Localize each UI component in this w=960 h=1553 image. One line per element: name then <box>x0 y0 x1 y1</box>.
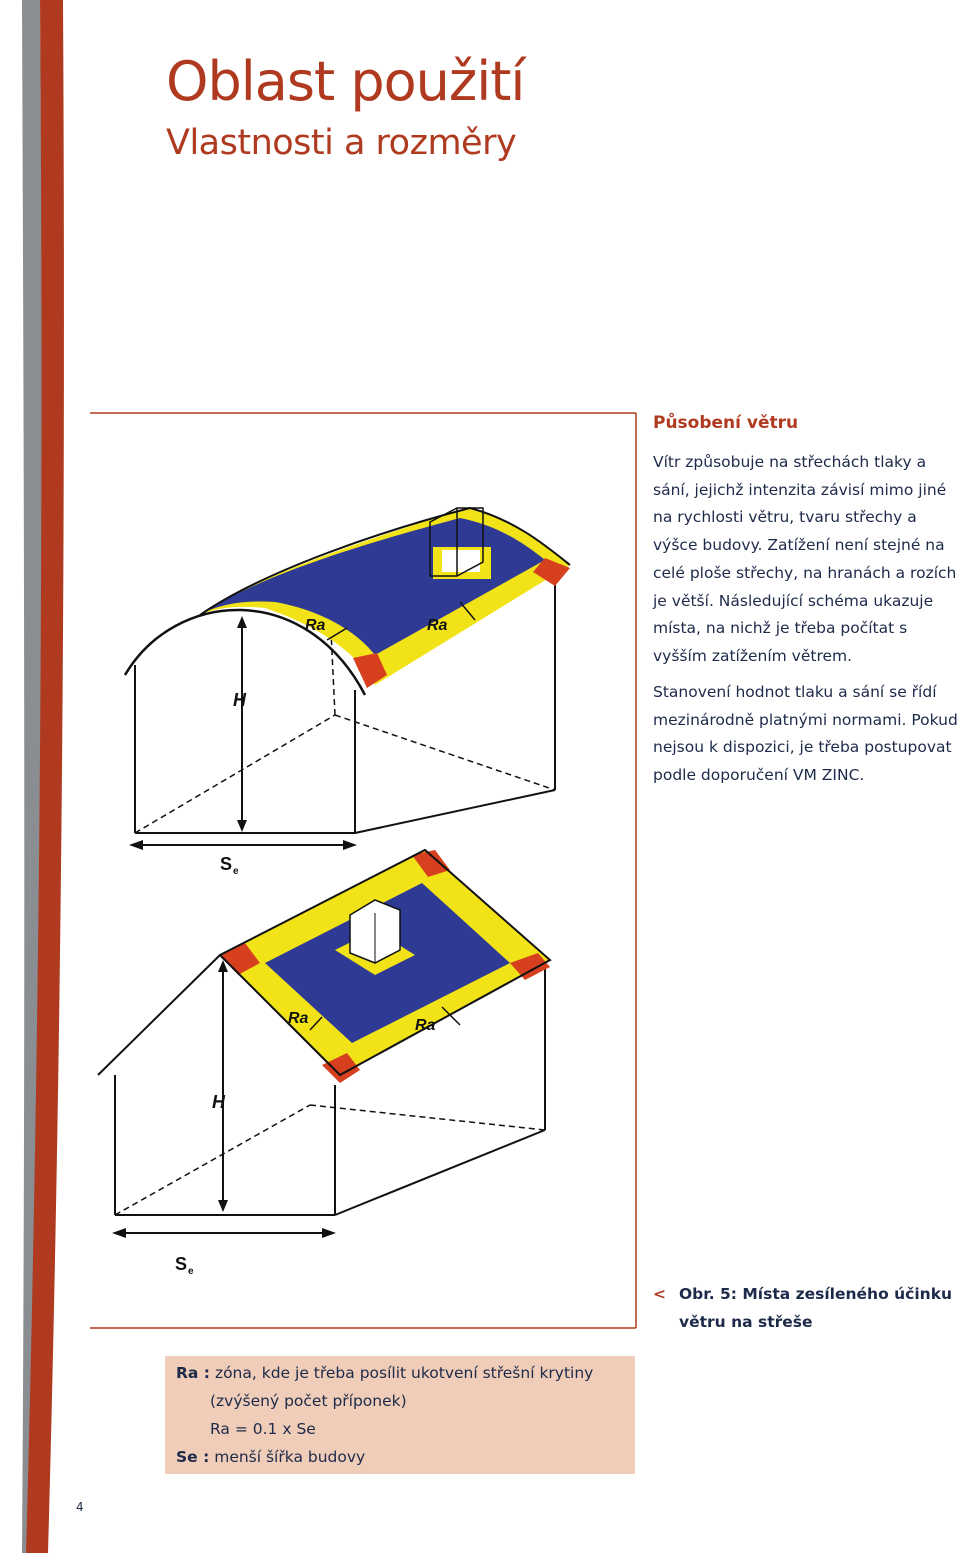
page-subtitle: Vlastnosti a rozměry <box>166 123 517 163</box>
legend-ra-text: zóna, kde je třeba posílit ukotvení střešní krytiny <box>214 1364 594 1382</box>
se-label: S <box>220 854 233 874</box>
legend-se-key: Se : <box>176 1448 210 1466</box>
hidden-edges <box>115 1105 545 1215</box>
legend-se-line <box>176 1444 365 1472</box>
legend-box <box>165 1356 635 1474</box>
legend-ra-formula: Ra = 0.1 x Se <box>210 1420 316 1438</box>
ra-label-2: Ra <box>415 1017 436 1034</box>
legend-ra-text2: (zvýšený počet příponek) <box>210 1392 407 1410</box>
ra-label-1: Ra <box>288 1010 309 1027</box>
figure-caption <box>653 1281 960 1336</box>
barrel-roof-diagram <box>105 490 585 890</box>
legend-se-text: menší šířka budovy <box>214 1448 366 1466</box>
caption-text: Obr. 5: Místa zesíleného účinku větru na střeše <box>679 1285 953 1331</box>
h-label: H <box>233 690 246 710</box>
body-paragraph-1: Vítr způsobuje na střechách tlaky a sání, jejichž intenzita závisí mimo jiné na rychlosti větru, tvaru střechy a výšce budovy. Zatížení není stejné na celé ploše střechy, na hranách a rozích je větší. Následující schéma ukazuje místa, na nichž je třeba počítat s vyšším zatížením větrem. <box>653 453 957 665</box>
gable-roof-diagram <box>90 845 590 1285</box>
body-paragraph-2: Stanovení hodnot tlaku a sání se řídí mezinárodně platnými normami. Pokud nejsou k dispozici, je třeba postupovat podle doporučení VM ZINC. <box>653 683 958 785</box>
h-label: H <box>212 1092 225 1112</box>
page-number: 4 <box>76 1500 84 1514</box>
ra-label-1: Ra <box>305 617 326 634</box>
section-heading: Působení větru <box>653 413 799 433</box>
se-subscript: e <box>233 866 239 877</box>
legend-ra-key: Ra : <box>176 1364 210 1382</box>
legend-ra-line <box>176 1360 593 1388</box>
ra-label-2: Ra <box>427 617 448 634</box>
se-subscript: e <box>188 1266 194 1277</box>
se-label: S <box>175 1254 188 1274</box>
caption-arrow-icon: < <box>653 1285 666 1303</box>
page-title: Oblast použití <box>166 50 525 113</box>
